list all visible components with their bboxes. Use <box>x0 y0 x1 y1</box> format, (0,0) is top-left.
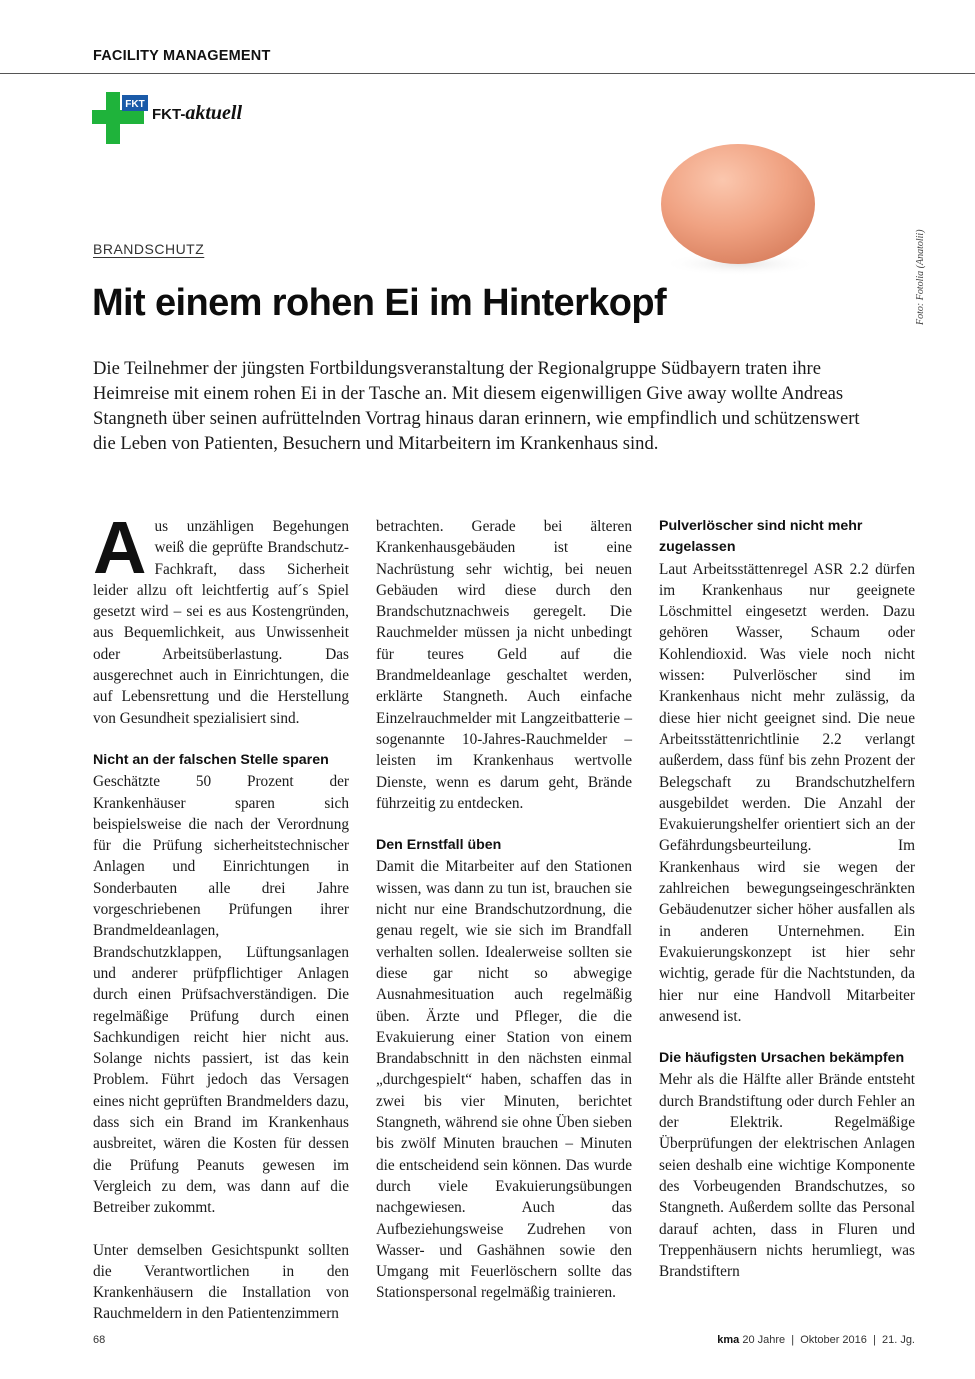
egg-image <box>630 126 880 296</box>
fkt-cross-icon <box>92 92 152 148</box>
article-lead: Die Teilnehmer der jüngsten Fortbildungsveranstaltung der Regionalgruppe Südbayern traten ihre Heimreise mit einem rohen Ei in der Tasche an. Mit diesem eigenwilligen Give away wollte Andreas Stangneth über seinen aufrüttelnden Vortrag hinaus daran erinnern, wie empfindlich und schützenswert die Leben von Patienten, Besuchern und Mitarbeitern im Krankenhaus sind. <box>93 358 860 454</box>
fkt-logo <box>92 92 292 148</box>
logo-text-prefix: FKT- <box>152 106 186 123</box>
subheading: Den Ernstfall üben <box>376 837 502 854</box>
subheading: Nicht an der falschen Stelle sparen <box>93 751 329 768</box>
subheading: Die häufigsten Ursachen bekämpfen <box>659 1050 905 1067</box>
text-column-3 <box>659 516 915 1282</box>
footer-issue-info <box>717 1334 915 1346</box>
article-kicker: BRANDSCHUTZ <box>93 241 205 257</box>
logo-text <box>152 102 242 125</box>
paragraph: Mehr als die Hälfte aller Brände entsteht durch Brandstiftung oder durch Fehler an der Elektrik. Regelmäßige Überprüfungen der elektrischen Anlagen seien deshalb eine wichtige Komponente des Vorbeugenden Brandschutzes, so Stangneth. Außerdem sollte das Personal darauf achten, dass in Fluren und Treppenhäusern nichts herumliegt, was Brandstiftern <box>659 1071 915 1281</box>
magazine-name: kma <box>717 1334 740 1346</box>
page-number: 68 <box>93 1334 106 1346</box>
paragraph: Geschätzte 50 Prozent der Krankenhäuser sparen sich beispielsweise die nach der Verordnung für die Prüfung sicherheitstechnischer Anlagen und Einrichtungen in Sonderbauten alle drei Jahre vorgeschriebenen Prüfungen ihrer Brandmeldeanlagen, Brandschutzklappen, Lüftungsanlagen und anderer prüfpflichtiger Anlagen durch einen Prüfsachverständigen. Die regelmäßige Prüfung durch einen Sachkundigen reicht hier nicht aus. Solange nichts passiert, ist das kein Problem. Führt jedoch das Versagen eines nicht geprüften Brandmelders dazu, dass sich ein Brand im Krankenhaus ausbreitet, wären die Kosten für dessen die Prüfung Peanuts gewesen im Vergleich zu dem, was dann auf die Betreiber zukommt. <box>93 773 349 1217</box>
logo-text-script: aktuell <box>185 102 242 124</box>
egg-photo <box>630 126 880 296</box>
paragraph: betrachten. Gerade bei älteren Krankenhausgebäuden ist eine Nachrüstung sehr wichtig, bei neuen Gebäuden wird diese durch den Brandschutznachweis geregelt. Die Rauchmelder müssen ja nicht unbedingt für teures Geld auf die Brandmeldeanlage geschaltet werden, erklärte Stangneth. Auch einfache Einzelrauchmelder mit Langzeitbatterie – sogenannte 10-Jahres-Rauchmelder – leisten im Krankenhaus wertvolle Dienste, wenn es darum geht, Brände führzeitig zu entdecken. <box>376 518 632 812</box>
article-headline: Mit einem rohen Ei im Hinterkopf <box>92 282 667 324</box>
paragraph: Unter demselben Gesichtspunkt sollten die Verantwortlichen in den Krankenhäusern die Installation von Rauchmeldern in den Patientenzimmern <box>93 1241 349 1323</box>
section-label: FACILITY MANAGEMENT <box>93 48 271 64</box>
text-column-2 <box>376 516 632 1304</box>
issue-info: 20 Jahre | Oktober 2016 | 21. Jg. <box>742 1334 915 1346</box>
drop-cap: A <box>93 506 147 589</box>
subheading: Pulverlöscher sind nicht mehr zugelassen <box>659 518 863 556</box>
paragraph: Laut Arbeitsstättenregel ASR 2.2 dürfen im Krankenhaus nur geeignete Löschmittel eingesetzt werden. Dazu gehören Wasser, Schaum oder Kohlendioxid. Was viele noch nicht wissen: Pulverlöscher sind im Krankenhaus nicht mehr zulässig, da diese hier nicht geeignet sind. Die neue Arbeitsstättenrichtlinie 2.2 verlangt außerdem, dass fünf bis zehn Prozent der Belegschaft zu Brandschutzhelfern ausgebildet werden. Die Anzahl der Evakuierungshelfer orientiert sich an der Gefährdungsbeurteilung. Im Krankenhaus wird sie wegen der zahlreichen bewegungseingeschränkten Gebäudenutzer sicher höher ausfallen als in anderen Unternehmen. Ein Evakuierungskonzept ist hier sehr wichtig, gerade für die Nachtstunden, da hier nur eine Handvoll Mitarbeiter anwesend ist. <box>659 560 915 1025</box>
paragraph: us unzähligen Begehungen weiß die geprüfte Brandschutz-Fachkraft, dass Sicherheit leider allzu oft leichtfertig auf´s Spiel gesetzt wird – sei es aus Kostengründen, aus Bequemlichkeit, aus Unwissenheit oder Arbeitsüberlastung. Das ausgerechnet auch in Einrichtungen, die auf Lebensrettung und die Herstellung von Gesundheit spezialisiert sind. <box>93 518 349 727</box>
logo-badge-text: FKT <box>125 99 145 110</box>
text-column-1 <box>93 506 349 1325</box>
photo-credit: Foto: Fotolia (Anatolii) <box>915 229 926 325</box>
header-divider <box>0 73 975 74</box>
paragraph: Damit die Mitarbeiter auf den Stationen wissen, was dann zu tun ist, brauchen sie nicht nur eine Brandschutzordnung, die genau regelt, wie sie sich im Brandfall verhalten sollen. Idealerweise sollten sie diese gar nicht so abwegige Ausnahmesituation auch regelmäßig üben. Ärzte und Pfleger, die die Evakuierung einer Station von einem Brandabschnitt in den nächsten einmal „durchgespielt“ haben, schaffen das in zwei bis vier Minuten, berichtet Stangneth, während sie ohne Üben sieben bis zwölf Minuten brauchen – Minuten die entscheidend sein können. Das wurde durch viele Evakuierungsübungen nachgewiesen. Auch das Aufbeziehungsweise Zudrehen von Wasser- und Gashähnen sowie den Umgang mit Feuerlöschern sollte das Stationspersonal regelmäßig trainieren. <box>376 858 632 1302</box>
